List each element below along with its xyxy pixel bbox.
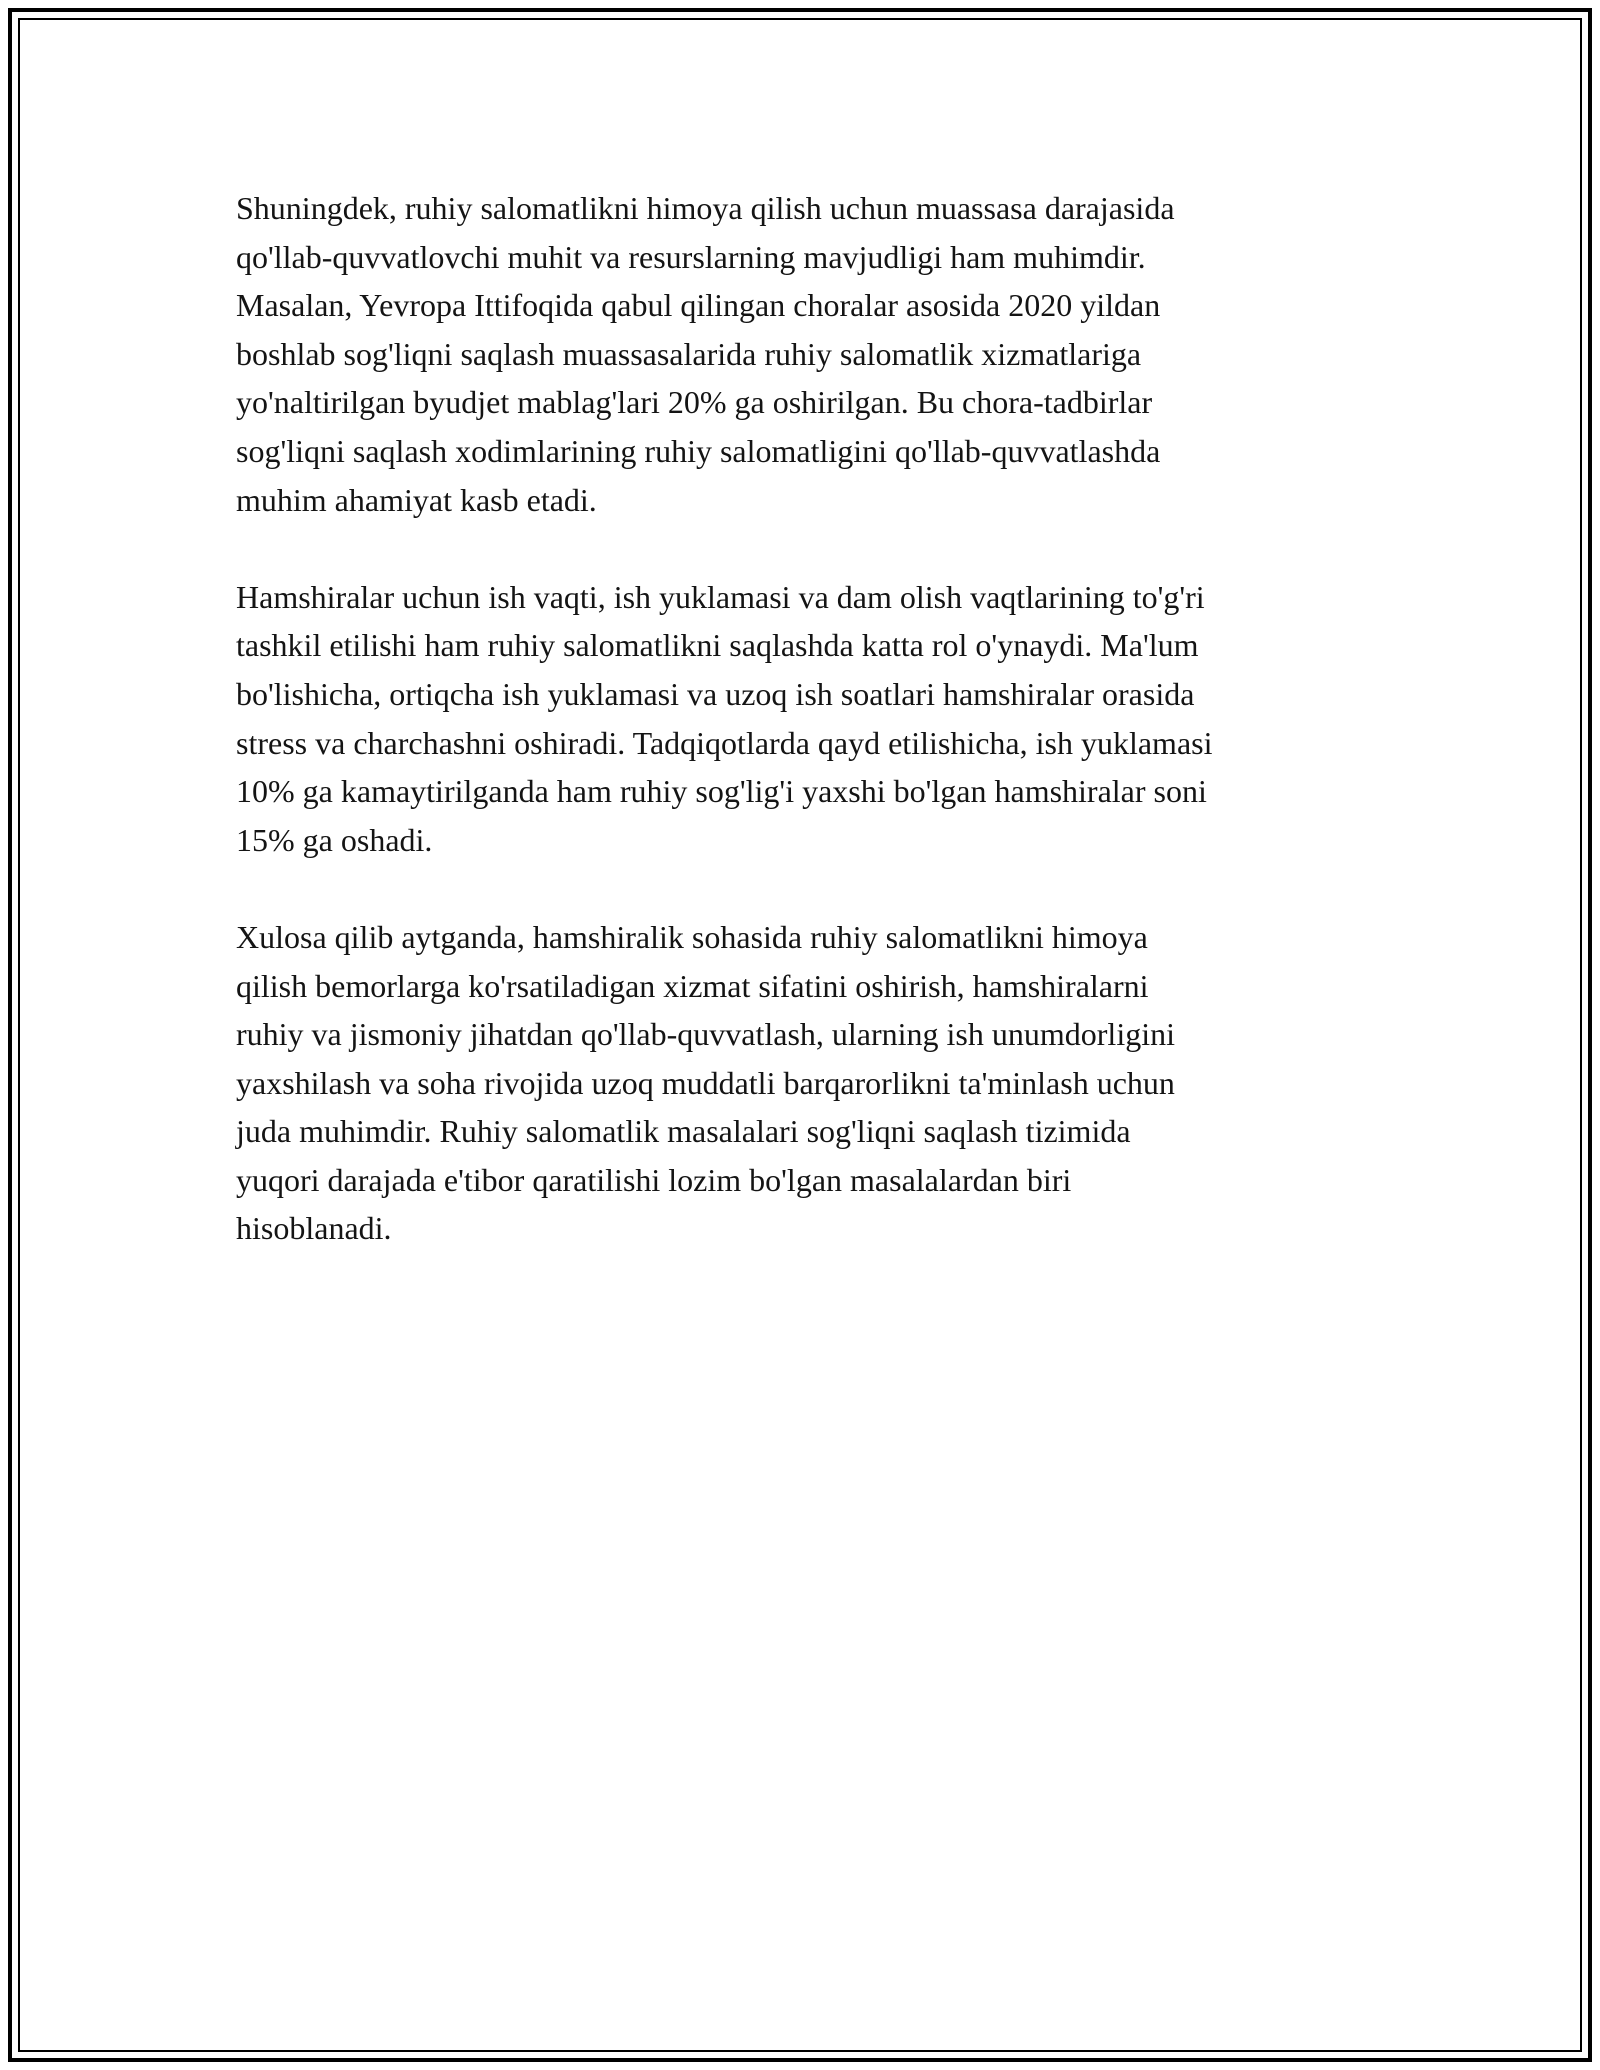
paragraph-line: qo'llab-quvvatlovchi muhit va resurslarning mavjudligi ham muhimdir. [236,238,1146,275]
paragraph-1 [236,184,1366,524]
paragraph-line: juda muhimdir. Ruhiy salomatlik masalalari sog'liqni saqlash tizimida [236,1113,1131,1150]
paragraph-line: hisoblanadi. [236,1210,392,1247]
document-body [236,184,1366,1302]
paragraph-line: bo'lishicha, ortiqcha ish yuklamasi va uzoq ish soatlari hamshiralar orasida [236,675,1195,712]
paragraph-line: qilish bemorlarga ko'rsatiladigan xizmat sifatini oshirish, hamshiralarni [236,967,1149,1004]
paragraph-line: stress va charchashni oshiradi. Tadqiqotlarda qayd etilishicha, ish yuklamasi [236,724,1213,761]
paragraph-line: boshlab sog'liqni saqlash muassasalarida ruhiy salomatlik xizmatlariga [236,335,1142,372]
paragraph-line: ruhiy va jismoniy jihatdan qo'llab-quvvatlash, ularning ish unumdorligini [236,1016,1175,1053]
paragraph-line: sog'liqni saqlash xodimlarining ruhiy salomatligini qo'llab-quvvatlashda [236,432,1161,469]
paragraph-line: tashkil etilishi ham ruhiy salomatlikni saqlashda katta rol o'ynaydi. Ma'lum [236,627,1199,664]
paragraph-3 [236,913,1366,1253]
paragraph-line: yo'naltirilgan byudjet mablag'lari 20% ga oshirilgan. Bu chora-tadbirlar [236,384,1153,421]
paragraph-2 [236,573,1366,865]
paragraph-line: 10% ga kamaytirilganda ham ruhiy sog'lig'i yaxshi bo'lgan hamshiralar soni [236,773,1207,810]
paragraph-line: Shuningdek, ruhiy salomatlikni himoya qilish uchun muassasa darajasida [236,190,1175,226]
paragraph-line: muhim ahamiyat kasb etadi. [236,481,597,518]
paragraph-line: Masalan, Yevropa Ittifoqida qabul qilingan choralar asosida 2020 yildan [236,287,1161,324]
paragraph-line: 15% ga oshadi. [236,821,433,858]
paragraph-line: yuqori darajada e'tibor qaratilishi lozim bo'lgan masalalardan biri [236,1161,1072,1198]
paragraph-line: yaxshilash va soha rivojida uzoq muddatli barqarorlikni ta'minlash uchun [236,1064,1175,1101]
paragraph-line: Hamshiralar uchun ish vaqti, ish yuklamasi va dam olish vaqtlarining to'g'ri [236,578,1205,615]
paragraph-line: Xulosa qilib aytganda, hamshiralik sohasida ruhiy salomatlikni himoya [236,918,1148,955]
